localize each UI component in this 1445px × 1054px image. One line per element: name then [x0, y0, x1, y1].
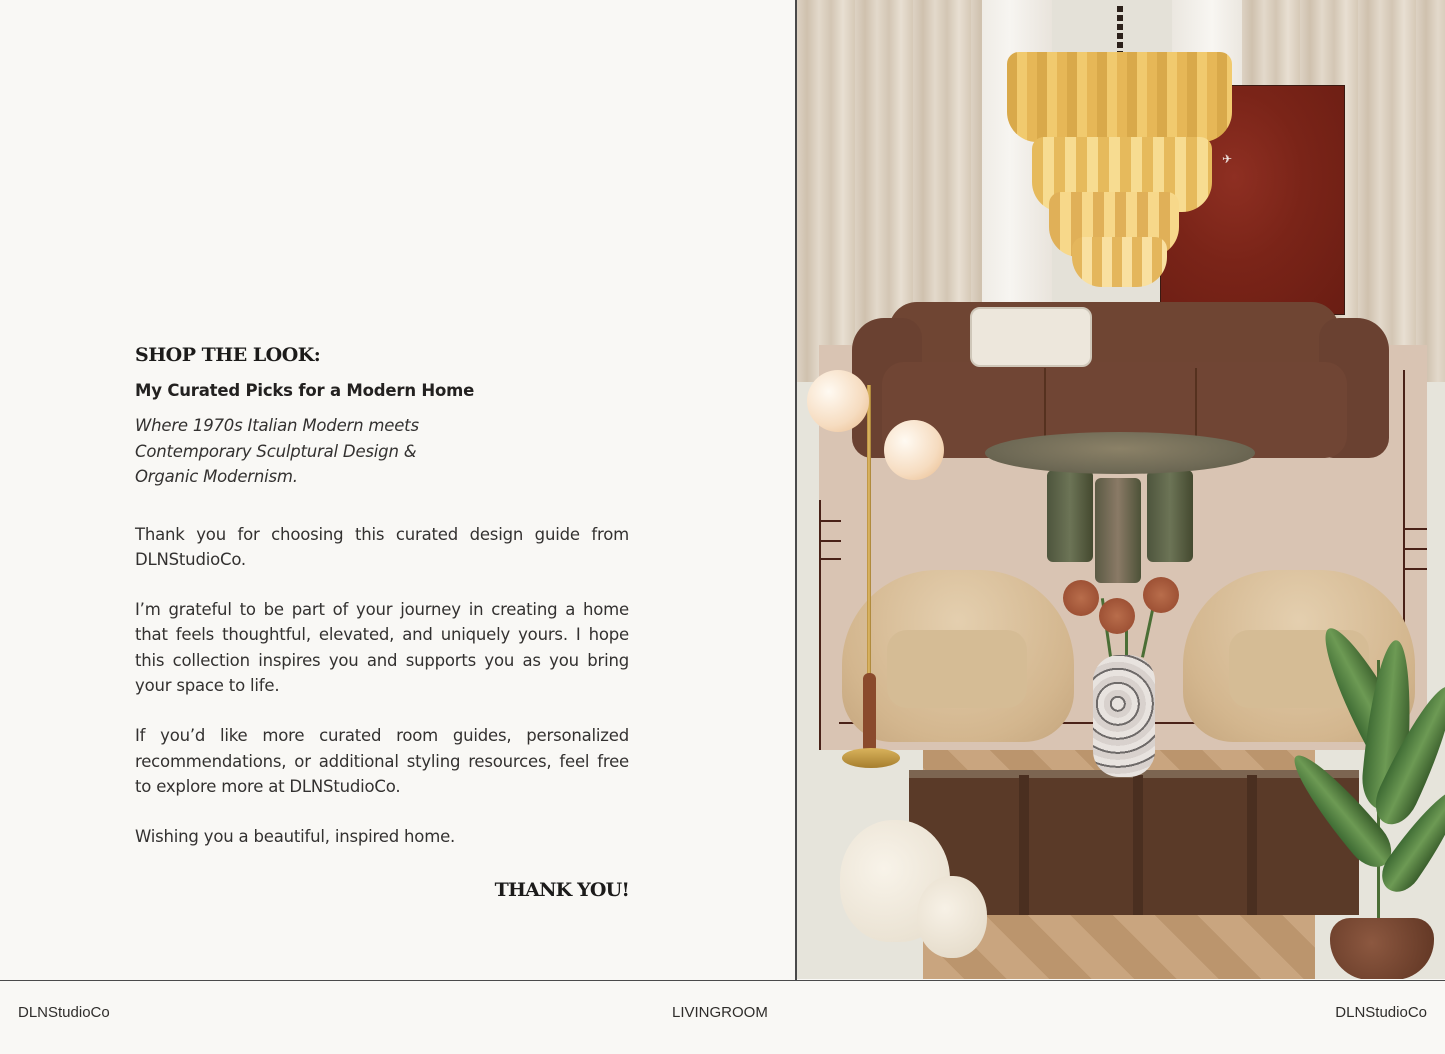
table-leg [1047, 470, 1093, 562]
footer-brand-right: DLNStudioCo [1335, 1004, 1427, 1021]
text-block [135, 342, 629, 901]
lumbar-pillow [970, 307, 1092, 367]
marble-vase [1093, 655, 1155, 777]
table-leg [1095, 478, 1141, 583]
bird-icon: ✈ [1222, 152, 1233, 166]
rug-pattern-line [1405, 568, 1427, 570]
resources-paragraph: If you’d like more curated room guides, personalized recommendations, or additional styling resources, feel free to explore more at DLNStudioCo. [135, 726, 629, 796]
rug-pattern-line [819, 500, 821, 750]
lamp-globe [807, 370, 869, 432]
wishes-paragraph: Wishing you a beautiful, inspired home. [135, 827, 456, 847]
sideboard-post [1133, 775, 1143, 915]
footer-brand-left: DLNStudioCo [18, 1004, 110, 1021]
sideboard-post [1019, 775, 1029, 915]
tagline-line: Organic Modernism. [135, 467, 298, 486]
chandelier-tier [1007, 52, 1232, 142]
page-subheading: My Curated Picks for a Modern Home [135, 381, 475, 400]
chandelier [1007, 52, 1232, 287]
vertical-divider [795, 0, 797, 981]
intro-paragraph: Thank you for choosing this curated design guide from DLNStudioCo. [135, 524, 629, 569]
rug-pattern-line [819, 558, 841, 560]
page-heading: SHOP THE LOOK: [135, 344, 321, 366]
plant-pot [1330, 918, 1434, 979]
tagline [135, 413, 629, 490]
floor-lamp-sleeve [863, 673, 876, 753]
table-leg [1147, 470, 1193, 562]
chandelier-chain [1117, 6, 1123, 56]
floor-lamp-base [842, 748, 900, 768]
dahlia-flower [1099, 598, 1135, 634]
rug-pattern-line [1405, 528, 1427, 530]
armchair-cushion [887, 630, 1027, 708]
gratitude-paragraph: I’m grateful to be part of your journey in creating a home that feels thoughtful, elevated, and uniquely yours. I hope this collection inspires you and supports you as you bring your space to life. [135, 600, 629, 695]
dahlia-flower [1143, 577, 1179, 613]
marble-coffee-table [985, 432, 1255, 474]
tagline-line: Contemporary Sculptural Design & [135, 441, 417, 461]
ceramic-vase-small [917, 876, 987, 958]
dahlia-flower [1063, 580, 1099, 616]
mood-board-collage [797, 0, 1445, 979]
chandelier-tier [1072, 237, 1167, 287]
page-footer [0, 981, 1445, 1054]
footer-section-label: LIVINGROOM [672, 1004, 768, 1021]
lamp-globe [884, 420, 944, 480]
rug-pattern-line [1405, 548, 1427, 550]
rug-pattern-line [819, 520, 841, 522]
sideboard-post [1247, 775, 1257, 915]
rug-pattern-line [819, 540, 841, 542]
closing-text: THANK YOU! [494, 879, 629, 902]
tagline-line: Where 1970s Italian Modern meets [135, 416, 419, 435]
